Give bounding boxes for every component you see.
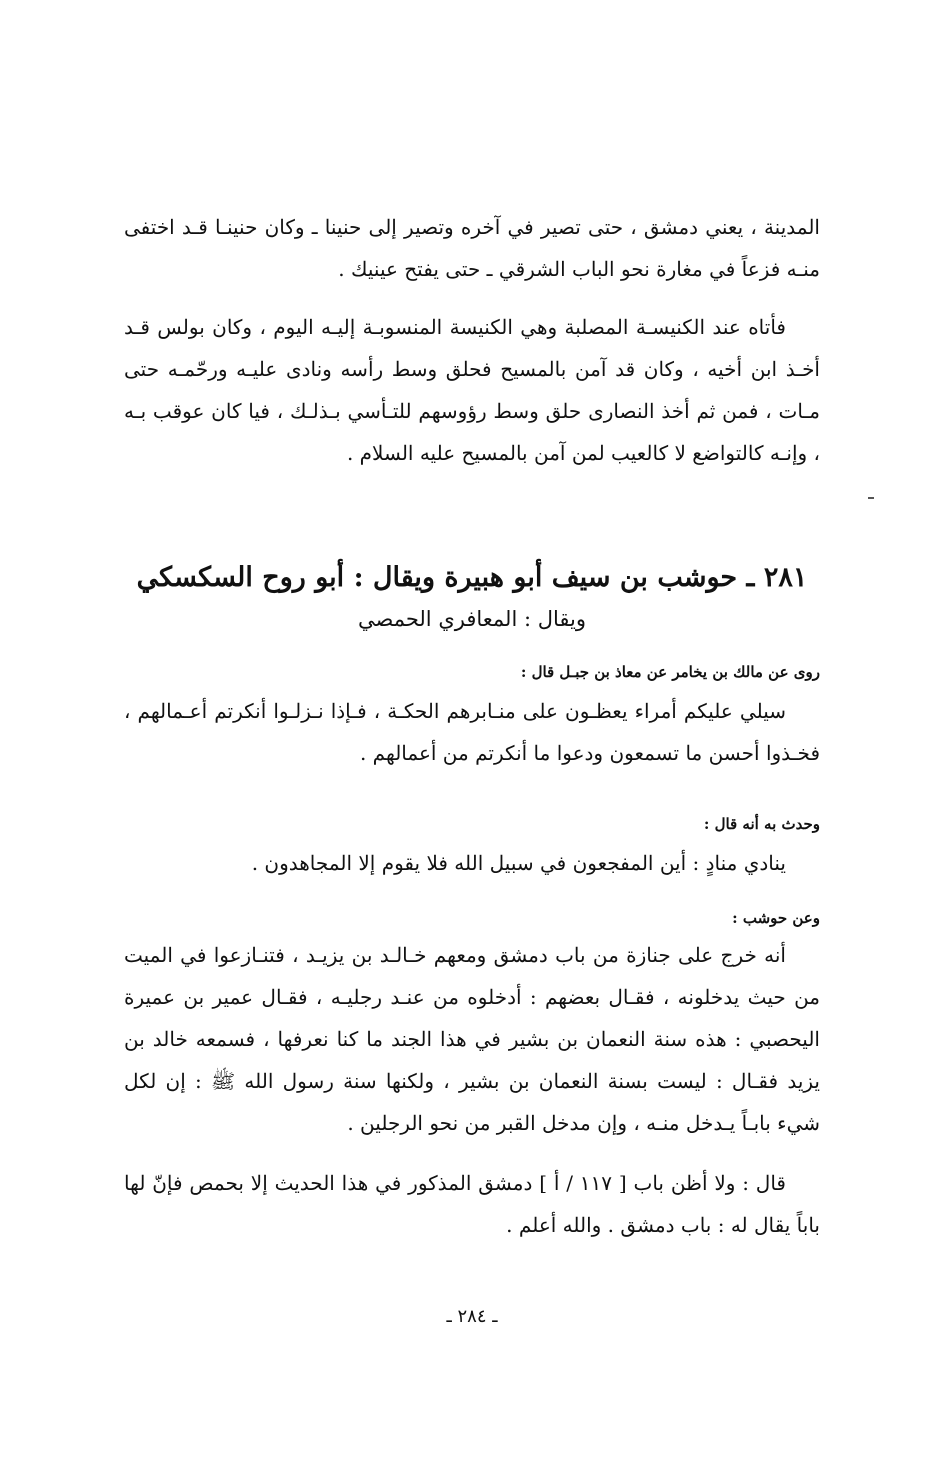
text-block-4 (124, 1162, 820, 1246)
paragraph-text-2: ينادي منادٍ : أين المفجعون في سبيل الله فلا يقوم إلا المجاهدون . (251, 851, 786, 875)
entry-subheading: ويقال : المعافري الحمصي (358, 607, 586, 631)
text-block-2 (124, 842, 820, 884)
text-block-1 (124, 690, 820, 774)
paragraph-text-1: سيلي عليكم أمراء يعظـون على منـابرهم الحكـة ، فـإذا نـزلـوا أنكرتم أعـمالهم ، فخـذوا أحسن ما تسمعون ودعوا ما أنكرتم من أعمالهم . (124, 699, 820, 765)
paragraph-text-4: قال : ولا أظن باب [ ١١٧ / أ ] دمشق المذكور في هذا الحديث إلا بحمص فإنّ لها باباً يقال له : باب دمشق . والله أعلم . (124, 1171, 820, 1237)
narration-2: وحدث به أنه قال : (703, 815, 820, 833)
paragraph-text-3: أنه خرج على جنازة من باب دمشق ومعهم خـالـد بن يزيـد ، فتنـازعوا في الميت من حيث يدخلونه ، فقـال بعضهم : أدخلوه من عنـد رجليـه ، فقـال عمير بن عميرة اليحصبي : هذه سنة النعمان بن بشير في هذا الجند ما كنا نعرفها ، فسمعه خالد بن يزيد فقـال : ليست بسنة النعمان بن بشير ، ولكنها سنة رسول الله ﷺ : إن لكل شيء بابـاً يـدخل منـه ، وإن مدخل القبر من نحو الرجلين . (124, 943, 821, 1135)
intro-paragraph-1: المدينة ، يعني دمشق ، حتى تصير في آخره وتصير إلى حنينا ـ وكان حنينـا قـد اختفى منـه فزعاً في مغارة نحو الباب الشرقي ـ حتى يفتح عينيك . (124, 215, 820, 281)
narration-3: وعن حوشب : (732, 909, 820, 927)
intro-block (124, 206, 820, 474)
entry-heading: ٢٨١ ـ حوشب بن سيف أبو هبيرة ويقال : أبو روح السكسكي (136, 562, 808, 593)
narration-1: روى عن مالك بن يخامر عن معاذ بن جبـل قال : (520, 663, 820, 681)
text-block-3 (124, 934, 820, 1144)
intro-paragraph-2: فأتاه عند الكنيسـة المصلبة وهي الكنيسة المنسوبـة إليـه اليوم ، وكان بولس قـد أخـذ ابن أخيه ، وكان قد آمن بالمسيح فحلق وسط رأسه ونادى عليـه ورحّمـه حتى مـات ، فمن ثم أخذ النصارى حلق وسط رؤوسهم للتـأسي بـذلـك ، فيا كان عوقب بـه ، وإنـه كالتواضع لا كالعيب لمن آمن بالمسيح عليه السلام . (124, 315, 820, 465)
margin-mark (868, 497, 874, 499)
page-number: ـ ٢٨٤ ـ (446, 1306, 498, 1327)
